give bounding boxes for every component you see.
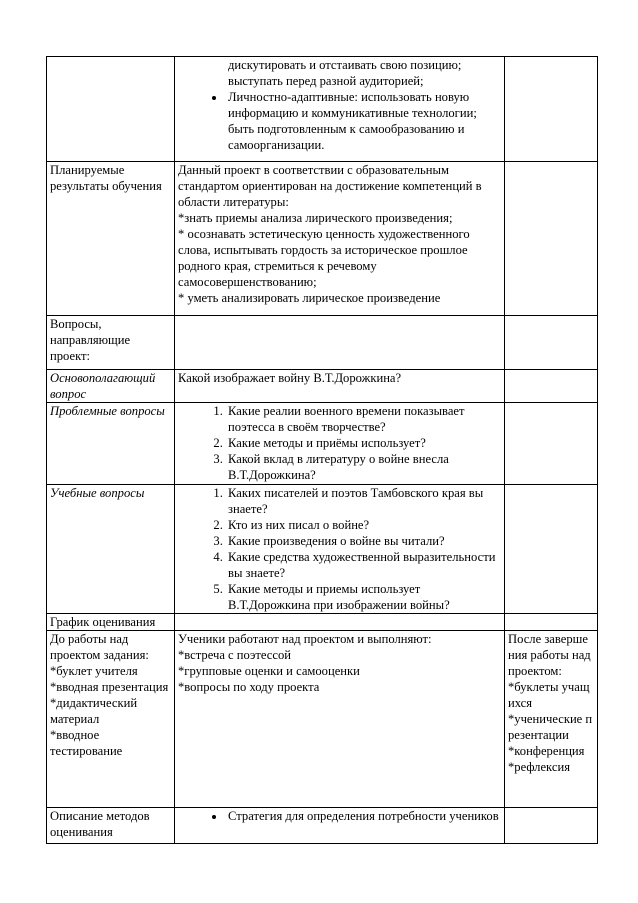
cell-empty [505, 57, 598, 162]
row-label: Проблемные вопросы [47, 403, 175, 485]
list-item: 2. Какие методы и приёмы использует? [226, 435, 501, 451]
list-item: • Стратегия для определения потребности учеников [226, 808, 501, 824]
row-label: Планируемые результаты обучения [47, 162, 175, 316]
table-row [47, 808, 598, 844]
table-row [47, 57, 598, 162]
row-label: График оценивания [47, 614, 175, 631]
cell-empty [505, 316, 598, 370]
cell-empty [175, 316, 505, 370]
list-item: 1. Какие реалии военного времени показывает поэтесса в своём творчестве? [226, 403, 501, 435]
list-item: 3. Какие произведения о войне вы читали? [226, 533, 501, 549]
cell-list [175, 485, 505, 614]
row-label: Учебные вопросы [47, 485, 175, 614]
table-row [47, 631, 598, 808]
list-item: 3. Какой вклад в литературу о войне внесла В.Т.Дорожкина? [226, 451, 501, 483]
list-item: 2. Кто из них писал о войне? [226, 517, 501, 533]
cell-text: Какой изображает войну В.Т.Дорожкина? [175, 370, 505, 403]
cell-empty [505, 370, 598, 403]
cell-empty [47, 57, 175, 162]
competencies-cell [175, 57, 505, 162]
cell-empty [175, 614, 505, 631]
cell-list [175, 403, 505, 485]
list-item: 4. Какие средства художественной выразительности вы знаете? [226, 549, 501, 581]
cell-empty [505, 485, 598, 614]
cell-empty [505, 403, 598, 485]
assessment-table [46, 56, 598, 844]
table-row [47, 162, 598, 316]
row-label: Основополагающий вопрос [47, 370, 175, 403]
table-row [47, 370, 598, 403]
table-row [47, 316, 598, 370]
table-row [47, 403, 598, 485]
list-item: 1. Каких писателей и поэтов Тамбовского края вы знаете? [226, 485, 501, 517]
cell-text: Данный проект в соответствии с образовательным стандартом ориентирован на достижение компетенций в области литературы: *знать приемы анализа лирического произведения; * осознавать эстетическую ценность художественного слова, испытывать гордость за историческое прошлое родного края, стремиться к речевому самосовершенствованию; * уметь анализировать лирическое произведение [175, 162, 505, 316]
table-row [47, 485, 598, 614]
list-item: 5. Какие методы и приемы использует В.Т.Дорожкина при изображении войны? [226, 581, 501, 613]
row-label: До работы над проектом задания: *буклет учителя *вводная презентация *дидактический материал *вводное тестирование [47, 631, 175, 808]
cell-right: После завершения работы над проектом: *буклеты учащихся *ученические презентации *конференция *рефлексия [505, 631, 598, 808]
cell-empty [505, 162, 598, 316]
row-label: Вопросы, направляющие проект: [47, 316, 175, 370]
cell-empty [505, 808, 598, 844]
row-label: Описание методов оценивания [47, 808, 175, 844]
cell-empty [505, 614, 598, 631]
table-row [47, 614, 598, 631]
cell-text: Ученики работают над проектом и выполняют: *встреча с поэтессой *групповые оценки и самооценки *вопросы по ходу проекта [175, 631, 505, 808]
list-item: дискутировать и отстаивать свою позицию; выступать перед разной аудиторией; [228, 58, 462, 88]
cell-list [175, 808, 505, 844]
list-item: • Личностно-адаптивные: использовать новую информацию и коммуникативные технологии; быть подготовленным к самообразованию и самоорганизации. [226, 89, 501, 153]
